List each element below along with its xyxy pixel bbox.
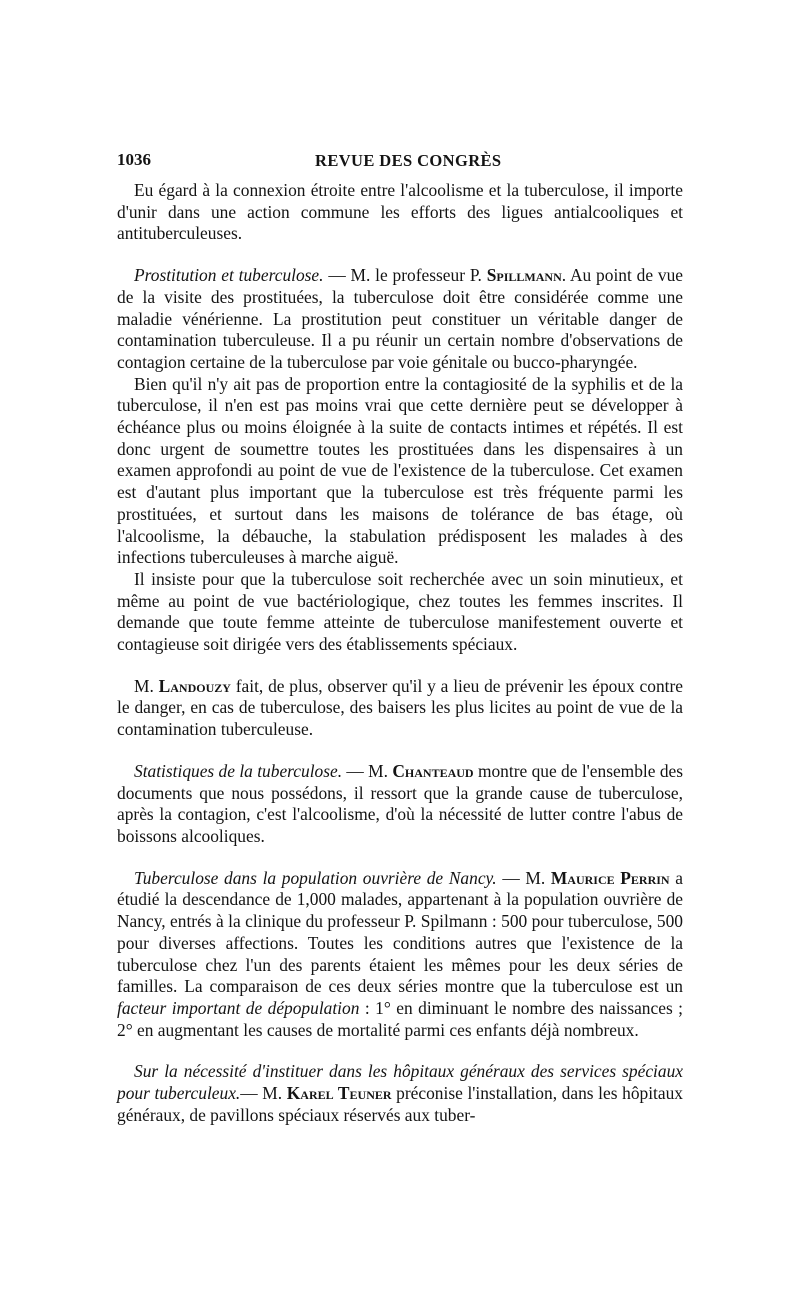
paragraph-text: Il insiste pour que la tuberculose soit recherchée avec un soin minutieux, et même au point de vue bactériologique, chez toutes les femmes inscrites. Il demande que toute femme atteinte de tuberculose manifestement ouverte et contagieuse soit dirigée vers des établissements spéciaux. <box>117 568 683 655</box>
paragraph <box>117 265 683 374</box>
italic-heading-text: Sur la nécessité d'instituer dans les hôpitaux généraux des services spéciaux pour tuberculeux. <box>117 1061 683 1104</box>
author-name: Chanteaud <box>392 760 474 781</box>
paragraph-text: : 1° en diminuant le nombre des naissances ; 2° en augmentant les causes de mortalité parmi ces enfants déjà nombreux. <box>117 997 683 1040</box>
paragraph-text: Eu égard à la connexion étroite entre l'alcoolisme et la tuberculose, il importe d'unir dans une action commune les efforts des ligues antialcooliques et antituberculeuses. <box>117 180 683 244</box>
paragraph <box>117 180 683 245</box>
paragraph <box>117 1061 683 1126</box>
paragraph-text: — M. <box>342 760 393 781</box>
author-name: Karel Teuner <box>286 1083 392 1104</box>
article-body <box>117 180 683 1126</box>
paragraph-text: — M. <box>496 867 551 888</box>
paragraph <box>117 374 683 569</box>
paragraph-text: . Au point de vue de la visite des prostituées, la tuberculose doit être considérée comme une maladie vénérienne. La prostitution peut constituer un véritable danger de contamination tuberculeuse. Il a pu réunir un certain nombre d'observations de contagion certaine de la tuberculose par voie génitale ou bucco-pharyngée. <box>117 265 683 372</box>
paragraph-text: Bien qu'il n'y ait pas de proportion entre la contagiosité de la syphilis et de la tuberculose, il n'en est pas moins vrai que cette dernière peut se développer à échéance plus ou moins éloignée à la suite de contacts intimes et répétés. Il est donc urgent de soumettre toutes les prostituées dans les dispensaires à un examen approfondi au point de vue de l'existence de la tuberculose. Cet examen est d'autant plus important que la tuberculose est très fréquente parmi les prostituées, et surtout dans les maisons de tolérance de bas étage, où l'alcoolisme, la débauche, la stabulation prédisposent les malades à des infections tuberculeuses à marche aiguë. <box>117 373 683 568</box>
paragraph-text: montre que de l'ensemble des documents que nous possédons, il ressort que la grande cause de tuberculose, après la contagion, c'est l'alcoolisme, d'où la nécessité de lutter contre l'abus de boissons alcooliques. <box>117 760 683 846</box>
italic-heading-text: Prostitution et tuberculose. <box>134 265 324 286</box>
paragraph-text: a étudié la descendance de 1,000 malades, appartenant à la population ouvrière de Nancy, entrés à la clinique du professeur P. Spilmann : 500 pour tuberculose, 500 pour diverses affections. Toutes les conditions autres que l'existence de la tuberculose chez l'un des parents étaient les mêmes pour les deux séries de familles. La comparaison de ces deux séries montre que la tuberculose est un <box>117 867 683 997</box>
italic-heading-text: facteur important de dépopulation <box>117 997 360 1018</box>
page-number: 1036 <box>117 150 151 169</box>
paragraph-text: préconise l'installation, dans les hôpitaux généraux, de pavillons spéciaux réservés aux tuber- <box>117 1083 683 1125</box>
paragraph <box>117 868 683 1042</box>
page-header <box>117 150 687 174</box>
running-title: REVUE DES CONGRÈS <box>315 151 502 170</box>
author-name: Spillmann <box>486 265 562 286</box>
paragraph-text: — M. <box>240 1083 287 1104</box>
paragraph-text: M. <box>134 675 159 696</box>
paragraph <box>117 569 683 656</box>
paragraph-text: — M. le professeur P. <box>323 265 487 286</box>
paragraph <box>117 676 683 741</box>
author-name: Maurice Perrin <box>550 867 670 888</box>
paragraph <box>117 761 683 848</box>
italic-heading-text: Tuberculose dans la population ouvrière de Nancy. <box>134 867 497 888</box>
paragraph-text: fait, de plus, observer qu'il y a lieu de prévenir les époux contre le danger, en cas de tuberculose, des baisers les plus licites au point de vue de la contamination tuberculeuse. <box>117 675 683 740</box>
italic-heading-text: Statistiques de la tuberculose. <box>134 760 343 781</box>
author-name: Landouzy <box>158 675 231 696</box>
